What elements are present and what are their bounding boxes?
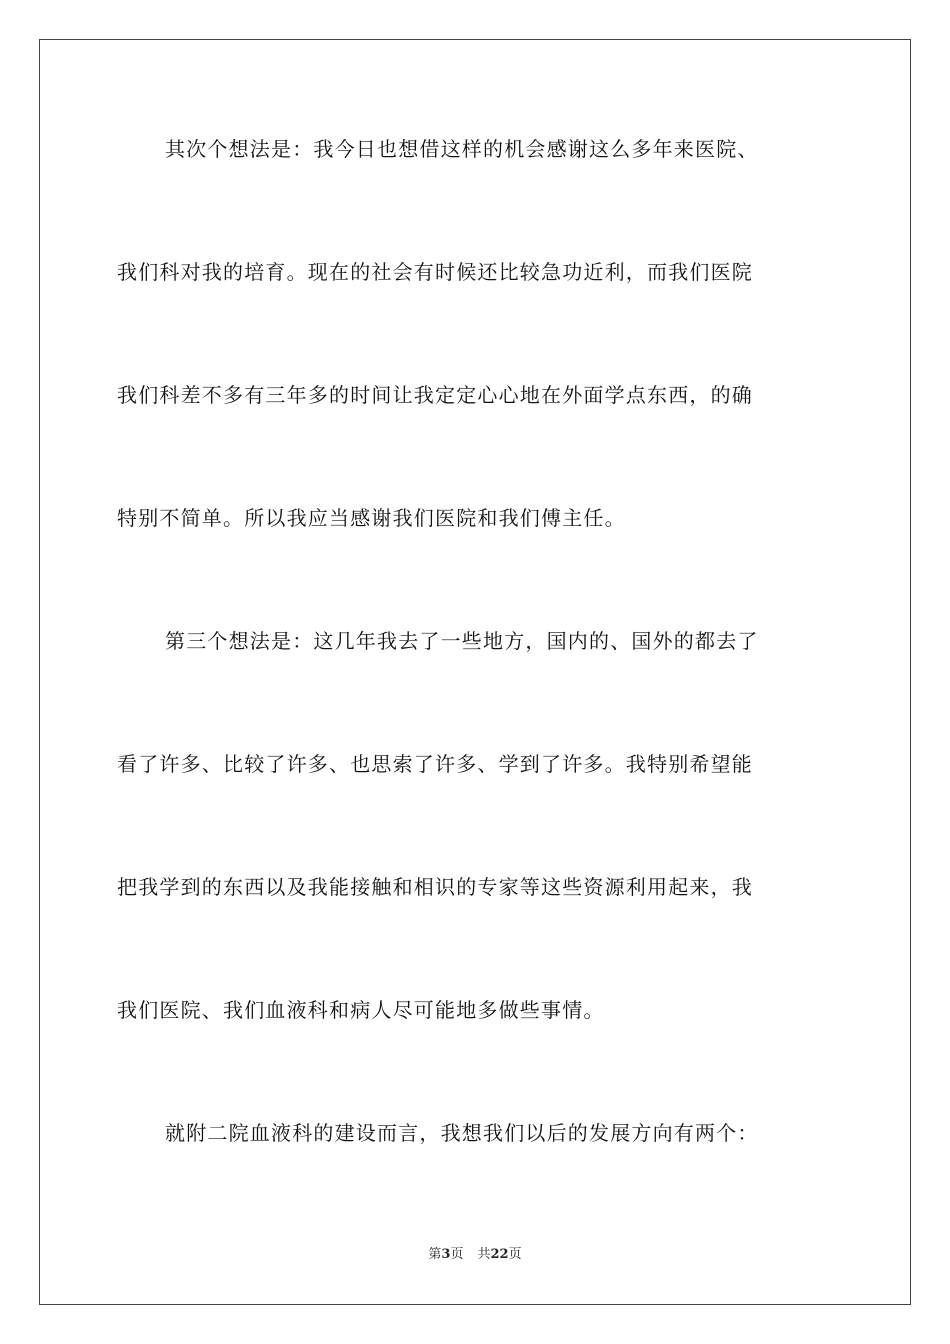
page-border [39, 39, 911, 1305]
page-suffix: 页 [450, 1247, 464, 1262]
paragraph-line: 就附二院血液科的建设而言，我想我们以后的发展方向有两个： [165, 1121, 759, 1145]
paragraph-line: 特别不简单。所以我应当感谢我们医院和我们傅主任。 [117, 506, 626, 530]
total-pages: 22 [490, 1247, 509, 1262]
paragraph-line: 我们医院、我们血液科和病人尽可能地多做些事情。 [117, 998, 605, 1022]
paragraph-line: 看了许多、比较了许多、也思索了许多、学到了许多。我特别希望能 [117, 752, 753, 776]
paragraph-line: 第三个想法是：这几年我去了一些地方，国内的、国外的都去了 [165, 629, 759, 653]
total-prefix: 共 [477, 1247, 491, 1262]
paragraph-line: 我们科对我的培育。现在的社会有时候还比较急功近利，而我们医院 [117, 260, 753, 284]
paragraph-line: 我们科差不多有三年多的时间让我定定心心地在外面学点东西，的确 [117, 383, 753, 407]
paragraph-line: 其次个想法是：我今日也想借这样的机会感谢这么多年来医院、 [165, 137, 759, 161]
paragraph-line: 把我学到的东西以及我能接触和相识的专家等这些资源利用起来，我 [117, 875, 753, 899]
page-number: 3 [441, 1247, 451, 1262]
page-prefix: 第 [428, 1247, 442, 1262]
page-footer [0, 1246, 950, 1264]
total-suffix: 页 [508, 1247, 522, 1262]
